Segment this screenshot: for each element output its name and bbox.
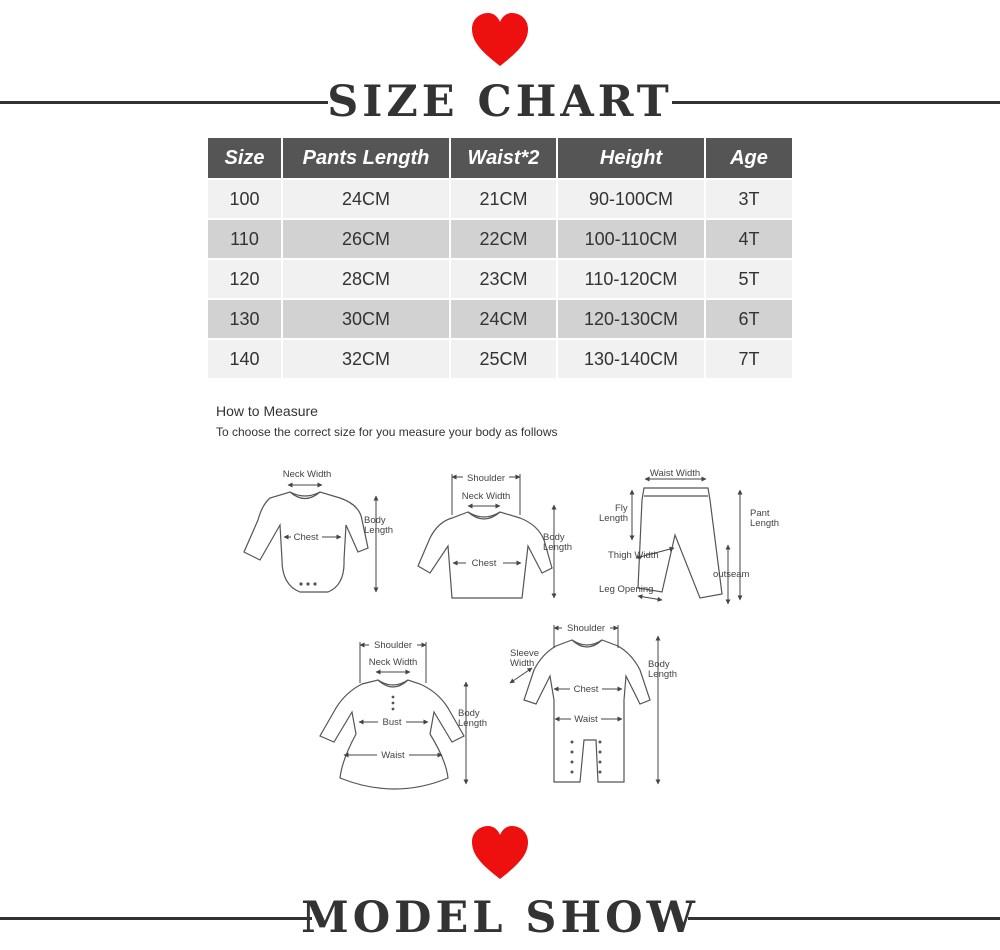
table-cell: 90-100CM bbox=[556, 178, 704, 218]
tshirt-diagram bbox=[418, 471, 572, 598]
table-cell: 32CM bbox=[281, 338, 449, 378]
table-cell: 120-130CM bbox=[556, 298, 704, 338]
size-chart-title: SIZE CHART bbox=[327, 77, 673, 127]
table-cell: 28CM bbox=[281, 258, 449, 298]
table-cell: 110-120CM bbox=[556, 258, 704, 298]
diagram-label: Neck Width bbox=[368, 657, 418, 668]
diagram-label: Chest bbox=[471, 558, 497, 569]
diagram-label: Chest bbox=[293, 532, 319, 543]
romper-diagram bbox=[510, 622, 677, 784]
diagram-label: Shoulder bbox=[373, 640, 413, 651]
diagram-label: Body bbox=[543, 532, 565, 543]
diagram-label: Length bbox=[648, 669, 678, 680]
heart-icon bbox=[470, 825, 530, 881]
table-cell: 21CM bbox=[449, 178, 556, 218]
table-cell: 23CM bbox=[449, 258, 556, 298]
column-header: Pants Length bbox=[281, 138, 449, 178]
table-cell: 3T bbox=[704, 178, 792, 218]
how-to-measure-title: How to Measure bbox=[216, 403, 318, 419]
diagram-label: outseam bbox=[713, 569, 750, 580]
diagram-label: Body bbox=[364, 515, 386, 526]
table-cell: 5T bbox=[704, 258, 792, 298]
column-header: Age bbox=[704, 138, 792, 178]
table-cell: 25CM bbox=[449, 338, 556, 378]
diagram-label: Waist bbox=[574, 714, 598, 725]
diagram-label: Body bbox=[458, 708, 480, 719]
diagram-label: Length bbox=[599, 513, 629, 524]
diagram-label: Fly bbox=[615, 503, 628, 514]
table-cell: 140 bbox=[208, 338, 281, 378]
diagram-label: Length bbox=[364, 525, 394, 536]
table-cell: 7T bbox=[704, 338, 792, 378]
diagram-label: Shoulder bbox=[566, 623, 606, 634]
how-to-measure-subtitle: To choose the correct size for you measure your body as follows bbox=[216, 425, 558, 439]
diagram-label: Length bbox=[543, 542, 573, 553]
table-cell: 24CM bbox=[281, 178, 449, 218]
pants-diagram bbox=[599, 468, 779, 604]
diagram-label: Pant bbox=[750, 508, 770, 519]
diagram-label: Waist Width bbox=[649, 468, 701, 479]
table-cell: 100 bbox=[208, 178, 281, 218]
table-cell: 6T bbox=[704, 298, 792, 338]
diagram-label: Body bbox=[648, 659, 670, 670]
table-cell: 130 bbox=[208, 298, 281, 338]
table-cell: 22CM bbox=[449, 218, 556, 258]
table-cell: 120 bbox=[208, 258, 281, 298]
bodysuit-diagram bbox=[244, 469, 393, 592]
table-cell: 24CM bbox=[449, 298, 556, 338]
diagram-label: Width bbox=[510, 658, 535, 669]
diagram-label: Thigh Width bbox=[608, 550, 659, 561]
diagram-label: Leg Opening bbox=[599, 584, 654, 595]
column-header: Size bbox=[208, 138, 281, 178]
table-cell: 30CM bbox=[281, 298, 449, 338]
model-show-header bbox=[0, 888, 1000, 948]
table-cell: 4T bbox=[704, 218, 792, 258]
dress-diagram bbox=[320, 639, 487, 789]
diagram-label: Chest bbox=[573, 684, 599, 695]
table-cell: 110 bbox=[208, 218, 281, 258]
table-cell: 130-140CM bbox=[556, 338, 704, 378]
column-header: Height bbox=[556, 138, 704, 178]
diagram-label: Neck Width bbox=[282, 469, 332, 480]
diagram-label: Shoulder bbox=[466, 473, 506, 484]
diagram-label: Bust bbox=[382, 717, 402, 728]
model-show-title: MODEL SHOW bbox=[301, 893, 699, 943]
diagram-label: Sleeve bbox=[510, 648, 540, 659]
diagram-label: Length bbox=[458, 718, 488, 729]
table-cell: 100-110CM bbox=[556, 218, 704, 258]
table-cell: 26CM bbox=[281, 218, 449, 258]
diagram-label: Length bbox=[750, 518, 780, 529]
diagram-label: Neck Width bbox=[461, 491, 511, 502]
diagram-label: Waist bbox=[381, 750, 405, 761]
column-header: Waist*2 bbox=[449, 138, 556, 178]
